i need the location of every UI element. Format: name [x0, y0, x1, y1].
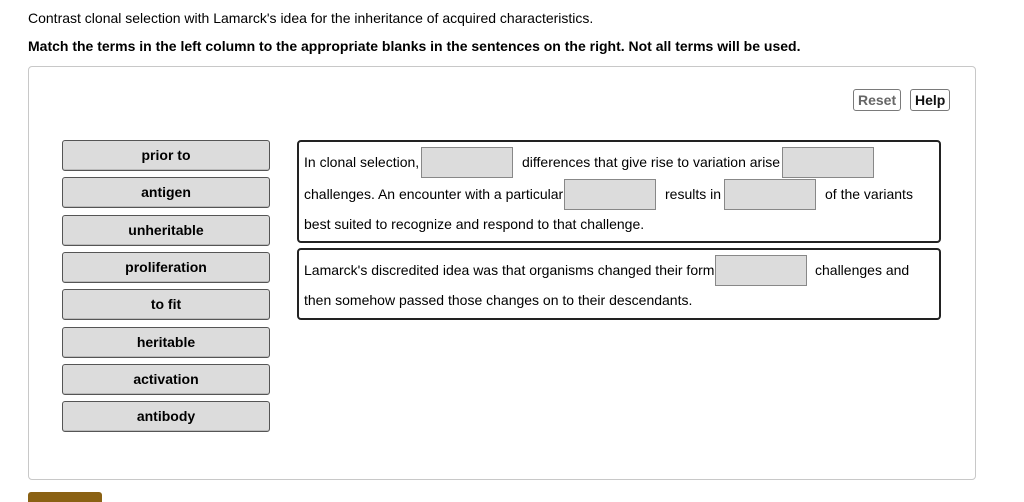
blank-1[interactable] [421, 147, 513, 178]
sentence-text: differences that give rise to variation arise [522, 154, 781, 170]
sentence-text: results in [665, 186, 722, 202]
question-intro: Contrast clonal selection with Lamarck's idea for the inheritance of acquired characteristics. [28, 10, 594, 26]
sentence-clonal-selection [297, 140, 941, 243]
blank-4[interactable] [724, 179, 816, 210]
submit-button[interactable] [28, 492, 102, 502]
sentence-text: challenges. An encounter with a particular [304, 186, 564, 202]
term-proliferation[interactable]: proliferation [62, 252, 270, 283]
term-activation[interactable]: activation [62, 364, 270, 395]
sentence-text: challenges and [815, 262, 910, 278]
term-to-fit[interactable]: to fit [62, 289, 270, 320]
sentence-text: In clonal selection, [304, 154, 420, 170]
help-button[interactable]: Help [910, 89, 950, 111]
term-antibody[interactable]: antibody [62, 401, 270, 432]
blank-2[interactable] [782, 147, 874, 178]
term-heritable[interactable]: heritable [62, 327, 270, 358]
sentence-text: best suited to recognize and respond to that challenge. [304, 216, 645, 232]
sentence-text: of the variants [825, 186, 913, 202]
blank-3[interactable] [564, 179, 656, 210]
term-prior-to[interactable]: prior to [62, 140, 270, 171]
sentence-text: then somehow passed those changes on to their descendants. [304, 292, 693, 308]
sentence-text: Lamarck's discredited idea was that organisms changed their form [304, 262, 715, 278]
reset-button[interactable]: Reset [853, 89, 901, 111]
sentence-lamarck [297, 248, 941, 320]
matching-panel [28, 66, 976, 480]
term-antigen[interactable]: antigen [62, 177, 270, 208]
term-unheritable[interactable]: unheritable [62, 215, 270, 246]
question-instructions: Match the terms in the left column to the appropriate blanks in the sentences on the right. Not all terms will be used. [28, 38, 801, 54]
blank-5[interactable] [715, 255, 807, 286]
